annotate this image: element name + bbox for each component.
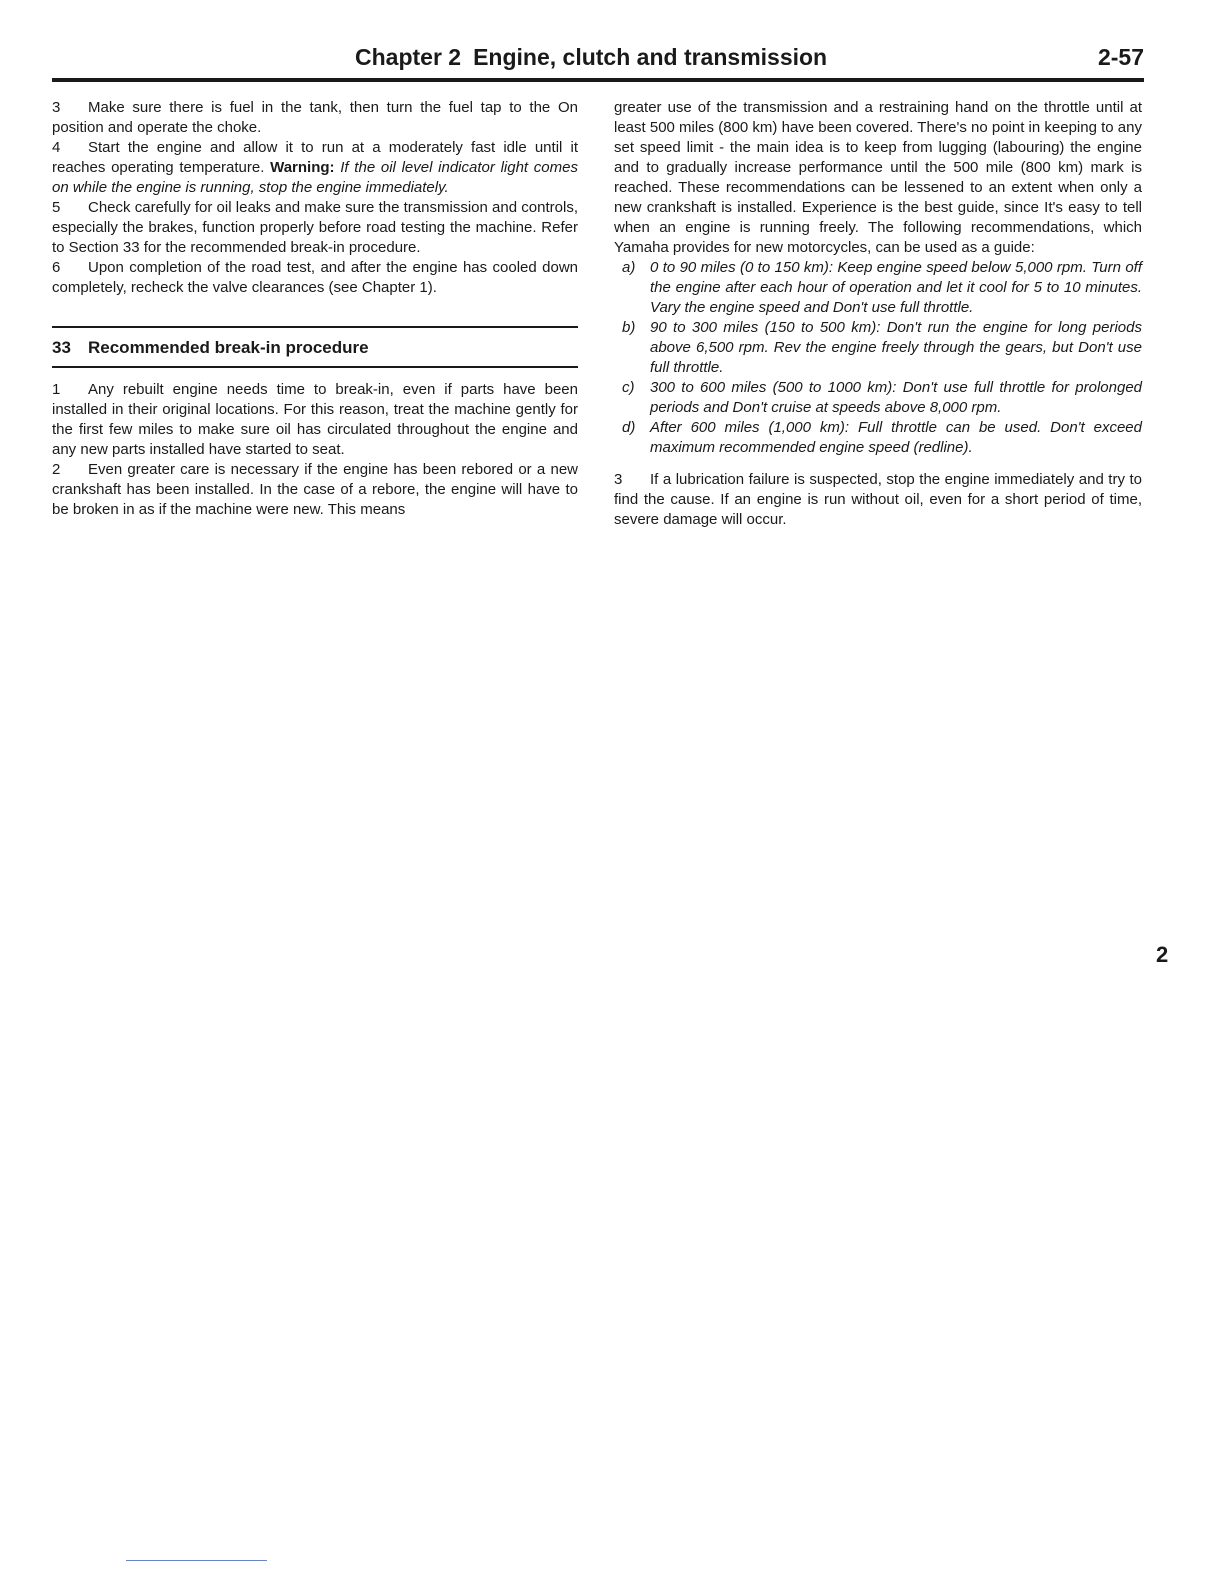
scan-artifact-line bbox=[126, 1560, 267, 1561]
paragraph-2 bbox=[52, 460, 578, 520]
paragraph-4 bbox=[52, 138, 578, 198]
warning-label: Warning: bbox=[270, 159, 335, 176]
section-header bbox=[52, 326, 578, 368]
paragraph-3 bbox=[52, 98, 578, 138]
list-marker: d) bbox=[622, 419, 636, 436]
list-item-text: 300 to 600 miles (500 to 1000 km): Don't use full throttle for prolonged periods and Don't cruise at speeds above 8,000 rpm. bbox=[650, 379, 1142, 416]
paragraph-text: Upon completion of the road test, and after the engine has cooled down completely, recheck the valve clearances (see Chapter 1). bbox=[52, 259, 578, 296]
paragraph-text: Make sure there is fuel in the tank, then turn the fuel tap to the On position and operate the choke. bbox=[52, 99, 578, 136]
section-rule-bottom bbox=[52, 366, 578, 368]
paragraph-3-right bbox=[614, 470, 1142, 530]
paragraph-text: If a lubrication failure is suspected, stop the engine immediately and try to find the cause. If an engine is run without oil, even for a short period of time, severe damage will occur. bbox=[614, 471, 1142, 528]
paragraph-text: Check carefully for oil leaks and make sure the transmission and controls, especially the brakes, function properly before road testing the machine. Refer to Section 33 for the recommended break-in procedure. bbox=[52, 199, 578, 256]
header-rule bbox=[52, 78, 1144, 82]
right-column bbox=[614, 98, 1142, 530]
list-item bbox=[614, 318, 1142, 378]
paragraph-6 bbox=[52, 258, 578, 298]
list-item bbox=[614, 418, 1142, 458]
paragraph-5 bbox=[52, 198, 578, 258]
list-item bbox=[614, 378, 1142, 418]
list-item bbox=[614, 258, 1142, 318]
paragraph-number: 3 bbox=[614, 471, 623, 488]
paragraph-number: 5 bbox=[52, 199, 61, 216]
list-marker: c) bbox=[622, 379, 635, 396]
section-number: 33 bbox=[52, 338, 71, 357]
paragraph-text: Even greater care is necessary if the engine has been rebored or a new crankshaft has been installed. In the case of a rebore, the engine will have to be broken in as if the machine were new. This means bbox=[52, 461, 578, 518]
list-item-text: 90 to 300 miles (150 to 500 km): Don't run the engine for long periods above 6,500 rpm. Rev the engine freely through the gears, but Don't use full throttle. bbox=[650, 319, 1142, 376]
paragraph-continuation: greater use of the transmission and a restraining hand on the throttle until at least 500 miles (800 km) have been covered. There's no point in keeping to any set speed limit - the main idea is to keep from lugging (labouring) the engine and to gradually increase performance until the 500 mile (800 km) mark is reached. These recommendations can be lessened to an extent when only a new crankshaft is installed. Experience is the best guide, since It's easy to tell when an engine is running freely. The following recommendations, which Yamaha provides for new motorcycles, can be used as a guide: bbox=[614, 99, 1142, 256]
page-header bbox=[52, 40, 1144, 80]
chapter-title: Engine, clutch and transmission bbox=[473, 44, 828, 70]
list-item-text: 0 to 90 miles (0 to 150 km): Keep engine speed below 5,000 rpm. Turn off the engine after each hour of operation and let it cool for 5 to 10 minutes. Vary the engine speed and Don't use full throttle. bbox=[650, 259, 1142, 316]
paragraph-number: 6 bbox=[52, 259, 61, 276]
chapter-heading bbox=[355, 44, 827, 71]
paragraph-number: 1 bbox=[52, 381, 61, 398]
section-title: Recommended break-in procedure bbox=[88, 338, 369, 357]
break-in-list bbox=[614, 258, 1142, 458]
list-marker: b) bbox=[622, 319, 636, 336]
chapter-side-tab: 2 bbox=[1156, 942, 1169, 967]
left-column bbox=[52, 98, 578, 520]
chapter-label: Chapter 2 bbox=[355, 44, 462, 70]
paragraph-number: 4 bbox=[52, 139, 61, 156]
section-heading bbox=[52, 328, 578, 366]
paragraph-number: 2 bbox=[52, 461, 61, 478]
list-marker: a) bbox=[622, 259, 636, 276]
paragraph-text: Start the engine and allow it to run at a moderately fast idle until it reaches operating temperature. bbox=[52, 139, 578, 176]
list-item-text: After 600 miles (1,000 km): Full throttle can be used. Don't exceed maximum recommended engine speed (redline). bbox=[650, 419, 1142, 456]
paragraph-1 bbox=[52, 380, 578, 460]
warning-text: If the oil level indicator light comes on while the engine is running, stop the engine immediately. bbox=[52, 159, 578, 196]
paragraph-text: Any rebuilt engine needs time to break-in, even if parts have been installed in their original locations. For this reason, treat the machine gently for the first few miles to make sure oil has circulated throughout the engine and any new parts installed have started to seat. bbox=[52, 381, 578, 458]
page-number: 2-57 bbox=[1097, 44, 1144, 70]
paragraph-number: 3 bbox=[52, 99, 61, 116]
